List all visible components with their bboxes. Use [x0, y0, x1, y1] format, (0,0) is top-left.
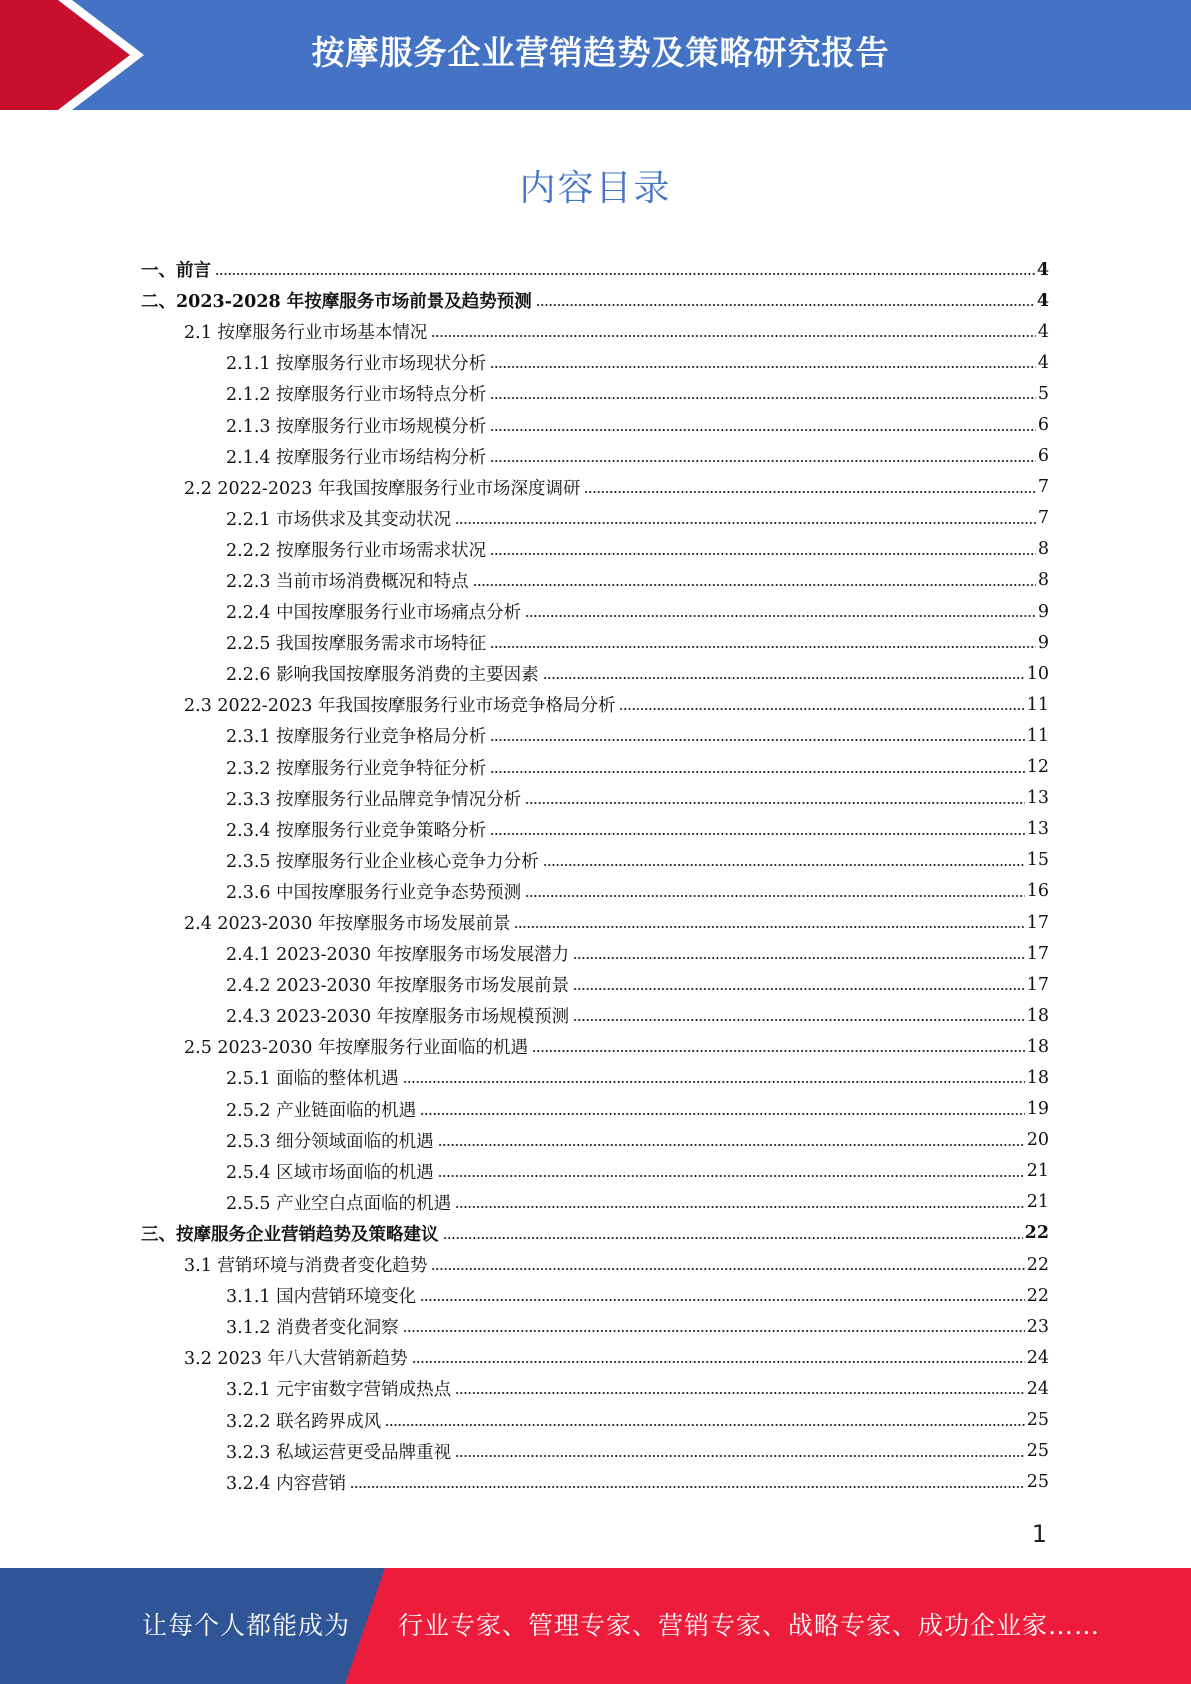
toc-leader-dots — [532, 1050, 1025, 1052]
toc-entry[interactable] — [141, 627, 1049, 658]
toc-entry-page: 9 — [1037, 601, 1049, 622]
toc-entry[interactable] — [141, 1187, 1049, 1218]
toc-entry-page: 10 — [1026, 663, 1049, 684]
toc-entry-label: 2.3.3 按摩服务行业品牌竞争情况分析 — [226, 789, 522, 810]
toc-entry-label: 2.5 2023-2030 年按摩服务行业面临的机遇 — [184, 1038, 528, 1059]
toc-entry-label: 2.1.4 按摩服务行业市场结构分析 — [226, 447, 487, 468]
toc-entry-label: 2.5.1 面临的整体机遇 — [226, 1069, 399, 1090]
toc-entry-label: 3.2.3 私域运营更受品牌重视 — [226, 1442, 452, 1463]
toc-entry-label: 2.4.3 2023-2030 年按摩服务市场规模预测 — [226, 1007, 570, 1028]
toc-entry[interactable] — [141, 1280, 1049, 1311]
toc-leader-dots — [490, 429, 1036, 431]
toc-entry-page: 17 — [1026, 912, 1049, 933]
toc-entry-label: 3.2.2 联名跨界成风 — [226, 1411, 382, 1432]
toc-entry-page: 22 — [1024, 1223, 1049, 1244]
table-of-contents — [141, 254, 1049, 1498]
toc-entry-page: 18 — [1026, 1005, 1049, 1026]
page-number: 1 — [1031, 1520, 1047, 1548]
toc-entry[interactable] — [141, 596, 1049, 627]
toc-leader-dots — [420, 1113, 1025, 1115]
toc-leader-dots — [543, 864, 1025, 866]
toc-entry-label: 3.2.1 元宇宙数字营销成热点 — [226, 1380, 452, 1401]
toc-entry[interactable] — [141, 1031, 1049, 1062]
toc-leader-dots — [490, 366, 1036, 368]
toc-entry-page: 16 — [1026, 881, 1049, 902]
toc-entry-label: 2.5.5 产业空白点面临的机遇 — [226, 1193, 452, 1214]
toc-leader-dots — [443, 1237, 1023, 1239]
toc-entry-page: 15 — [1026, 850, 1049, 871]
toc-entry[interactable] — [141, 409, 1049, 440]
toc-leader-dots — [490, 646, 1036, 648]
toc-entry-label: 2.1.2 按摩服务行业市场特点分析 — [226, 385, 487, 406]
toc-entry-label: 3.1 营销环境与消费者变化趋势 — [184, 1256, 428, 1277]
toc-leader-dots — [573, 988, 1025, 990]
header-banner — [0, 0, 1191, 110]
toc-leader-dots — [420, 1299, 1025, 1301]
toc-leader-dots — [473, 584, 1036, 586]
toc-entry-page: 21 — [1026, 1192, 1049, 1213]
toc-entry[interactable] — [141, 969, 1049, 1000]
toc-entry-page: 12 — [1026, 757, 1049, 778]
toc-entry-page: 13 — [1026, 819, 1049, 840]
toc-leader-dots — [525, 615, 1036, 617]
toc-entry[interactable] — [141, 1249, 1049, 1280]
toc-entry-page: 4 — [1037, 321, 1049, 342]
toc-leader-dots — [455, 1206, 1025, 1208]
toc-leader-dots — [385, 1424, 1025, 1426]
toc-entry[interactable] — [141, 1467, 1049, 1498]
toc-leader-dots — [403, 1330, 1025, 1332]
toc-entry[interactable] — [141, 503, 1049, 534]
toc-entry-page: 25 — [1026, 1441, 1049, 1462]
toc-entry-page: 22 — [1026, 1254, 1049, 1275]
toc-leader-dots — [350, 1486, 1025, 1488]
toc-entry[interactable] — [141, 254, 1049, 285]
toc-leader-dots — [490, 771, 1025, 773]
toc-entry[interactable] — [141, 1436, 1049, 1467]
toc-entry[interactable] — [141, 347, 1049, 378]
toc-entry-page: 11 — [1026, 725, 1049, 746]
toc-leader-dots — [403, 1081, 1025, 1083]
toc-entry-label: 2.3.2 按摩服务行业竞争特征分析 — [226, 758, 487, 779]
toc-entry[interactable] — [141, 565, 1049, 596]
toc-entry[interactable] — [141, 783, 1049, 814]
toc-leader-dots — [490, 739, 1025, 741]
toc-entry-label: 2.3 2022-2023 年我国按摩服务行业市场竞争格局分析 — [184, 696, 616, 717]
toc-entry-page: 6 — [1037, 415, 1049, 436]
toc-entry-page: 20 — [1026, 1130, 1049, 1151]
toc-entry-page: 24 — [1026, 1347, 1049, 1368]
toc-leader-dots — [619, 708, 1024, 710]
report-title: 按摩服务企业营销趋势及策略研究报告 — [311, 33, 890, 72]
toc-entry-label: 二、2023-2028 年按摩服务市场前景及趋势预测 — [141, 292, 532, 313]
toc-leader-dots — [455, 522, 1036, 524]
toc-leader-dots — [455, 1392, 1025, 1394]
toc-entry[interactable] — [141, 472, 1049, 503]
toc-entry-page: 4 — [1036, 259, 1049, 280]
toc-entry-label: 2.2.6 影响我国按摩服务消费的主要因素 — [226, 665, 539, 686]
toc-entry-page: 7 — [1037, 477, 1049, 498]
toc-leader-dots — [525, 895, 1025, 897]
toc-entry[interactable] — [141, 938, 1049, 969]
toc-leader-dots — [490, 553, 1036, 555]
toc-entry-page: 24 — [1026, 1378, 1049, 1399]
toc-entry-page: 22 — [1026, 1285, 1049, 1306]
toc-entry-page: 7 — [1037, 508, 1049, 529]
toc-entry-label: 2.5.2 产业链面临的机遇 — [226, 1100, 417, 1121]
toc-entry[interactable] — [141, 814, 1049, 845]
toc-entry-label: 2.1.3 按摩服务行业市场规模分析 — [226, 416, 487, 437]
footer-slogan-right: 行业专家、管理专家、营销专家、战略专家、成功企业家…… — [398, 1611, 1101, 1640]
toc-entry-label: 3.2 2023 年八大营销新趋势 — [184, 1349, 408, 1370]
toc-entry-label: 2.5.4 区域市场面临的机遇 — [226, 1162, 434, 1183]
toc-entry-page: 6 — [1037, 446, 1049, 467]
toc-entry-page: 9 — [1037, 632, 1049, 653]
footer-banner — [0, 1568, 1191, 1684]
toc-entry-label: 3.1.2 消费者变化洞察 — [226, 1318, 399, 1339]
toc-entry-label: 三、按摩服务企业营销趋势及策略建议 — [141, 1224, 439, 1245]
toc-entry[interactable] — [141, 1404, 1049, 1435]
toc-leader-dots — [438, 1175, 1025, 1177]
toc-leader-dots — [490, 460, 1036, 462]
toc-leader-dots — [536, 304, 1035, 306]
toc-entry-label: 3.1.1 国内营销环境变化 — [226, 1287, 417, 1308]
toc-entry-label: 2.3.1 按摩服务行业竞争格局分析 — [226, 727, 487, 748]
toc-entry[interactable] — [141, 752, 1049, 783]
toc-entry[interactable] — [141, 1156, 1049, 1187]
toc-entry[interactable] — [141, 1000, 1049, 1031]
toc-entry[interactable] — [141, 689, 1049, 720]
toc-leader-dots — [412, 1361, 1025, 1363]
toc-entry[interactable] — [141, 720, 1049, 751]
toc-entry[interactable] — [141, 907, 1049, 938]
toc-leader-dots — [584, 491, 1035, 493]
toc-entry-label: 一、前言 — [141, 261, 211, 282]
toc-entry[interactable] — [141, 1311, 1049, 1342]
toc-leader-dots — [543, 677, 1025, 679]
toc-entry-page: 21 — [1026, 1161, 1049, 1182]
toc-leader-dots — [455, 1455, 1025, 1457]
toc-entry-page: 23 — [1026, 1316, 1049, 1337]
toc-entry[interactable] — [141, 876, 1049, 907]
toc-entry-label: 2.2 2022-2023 年我国按摩服务行业市场深度调研 — [184, 478, 581, 499]
toc-entry[interactable] — [141, 378, 1049, 409]
toc-entry-page: 13 — [1026, 788, 1049, 809]
toc-entry[interactable] — [141, 316, 1049, 347]
toc-entry-page: 8 — [1037, 570, 1049, 591]
toc-leader-dots — [490, 397, 1036, 399]
toc-leader-dots — [438, 1144, 1025, 1146]
toc-entry-label: 3.2.4 内容营销 — [226, 1473, 347, 1494]
toc-entry-page: 11 — [1026, 694, 1049, 715]
toc-entry[interactable] — [141, 845, 1049, 876]
toc-entry[interactable] — [141, 441, 1049, 472]
toc-entry[interactable] — [141, 1373, 1049, 1404]
toc-entry[interactable] — [141, 1342, 1049, 1373]
toc-entry[interactable] — [141, 658, 1049, 689]
toc-entry-page: 25 — [1026, 1410, 1049, 1431]
toc-entry-label: 2.3.5 按摩服务行业企业核心竞争力分析 — [226, 851, 539, 872]
toc-leader-dots — [525, 802, 1025, 804]
toc-entry-label: 2.3.4 按摩服务行业竞争策略分析 — [226, 820, 487, 841]
toc-entry-page: 17 — [1026, 974, 1049, 995]
toc-entry-label: 2.2.4 中国按摩服务行业市场痛点分析 — [226, 603, 522, 624]
toc-entry-page: 25 — [1026, 1472, 1049, 1493]
toc-entry[interactable] — [141, 1125, 1049, 1156]
toc-entry-label: 2.1 按摩服务行业市场基本情况 — [184, 323, 428, 344]
toc-entry-page: 4 — [1037, 352, 1049, 373]
toc-entry-page: 8 — [1037, 539, 1049, 560]
toc-entry-label: 2.2.3 当前市场消费概况和特点 — [226, 571, 469, 592]
toc-leader-dots — [573, 957, 1025, 959]
toc-entry-label: 2.2.2 按摩服务行业市场需求状况 — [226, 540, 487, 561]
toc-leader-dots — [514, 926, 1024, 928]
toc-entry[interactable] — [141, 285, 1049, 316]
toc-entry-label: 2.2.5 我国按摩服务需求市场特征 — [226, 634, 487, 655]
toc-leader-dots — [431, 1268, 1024, 1270]
toc-entry[interactable] — [141, 534, 1049, 565]
toc-entry-label: 2.1.1 按摩服务行业市场现状分析 — [226, 354, 487, 375]
toc-leader-dots — [215, 273, 1035, 275]
toc-entry[interactable] — [141, 1094, 1049, 1125]
toc-entry-label: 2.3.6 中国按摩服务行业竞争态势预测 — [226, 882, 522, 903]
toc-entry-label: 2.4 2023-2030 年按摩服务市场发展前景 — [184, 914, 511, 935]
toc-entry[interactable] — [141, 1218, 1049, 1249]
toc-entry-page: 17 — [1026, 943, 1049, 964]
toc-entry-label: 2.5.3 细分领域面临的机遇 — [226, 1131, 434, 1152]
toc-entry-page: 18 — [1026, 1067, 1049, 1088]
toc-entry-label: 2.2.1 市场供求及其变动状况 — [226, 509, 452, 530]
toc-entry-page: 5 — [1037, 383, 1049, 404]
toc-entry-label: 2.4.1 2023-2030 年按摩服务市场发展潜力 — [226, 945, 570, 966]
toc-entry-label: 2.4.2 2023-2030 年按摩服务市场发展前景 — [226, 976, 570, 997]
toc-entry[interactable] — [141, 1062, 1049, 1093]
toc-leader-dots — [573, 1019, 1025, 1021]
toc-heading: 内容目录 — [519, 168, 672, 209]
toc-entry-page: 18 — [1026, 1036, 1049, 1057]
toc-entry-page: 4 — [1036, 290, 1049, 311]
footer-slogan-left: 让每个人都能成为 — [142, 1611, 351, 1640]
toc-leader-dots — [431, 335, 1035, 337]
toc-entry-page: 19 — [1026, 1099, 1049, 1120]
toc-leader-dots — [490, 833, 1025, 835]
